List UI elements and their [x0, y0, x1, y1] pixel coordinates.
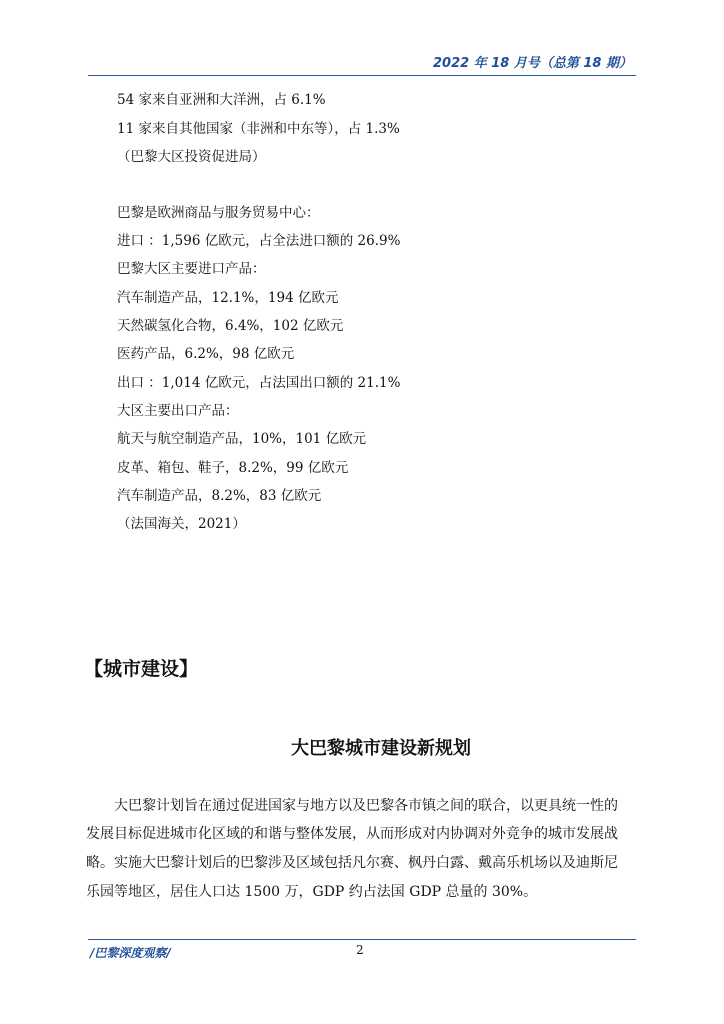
section-heading: 【城市建设】 [84, 658, 199, 680]
stats-line-3: 巴黎是欧洲商品与服务贸易中心： [117, 205, 320, 221]
stats-source-line: （巴黎大区投资促进局） [117, 149, 266, 165]
stats-line-8: 医药产品，6.2%，98 亿欧元 [117, 346, 295, 362]
stats-line-4: 进口 ：1,596 亿欧元，占全法进口额的 26.9% [117, 233, 401, 249]
paragraph-line-1: 发展目标促进城市化区域的和谐与整体发展，从而形成对内协调对外竞争的城市发展战 [86, 826, 618, 842]
stats-line-9: 出口 ：1,014 亿欧元，占法国出口额的 21.1% [117, 375, 401, 391]
stats-line-11: 航天与航空制造产品，10%，101 亿欧元 [117, 431, 367, 447]
paragraph-line-2: 略。实施大巴黎计划后的巴黎涉及区域包括凡尔赛、枫丹白露、戴高乐机场以及迪斯尼 [86, 855, 618, 871]
stats-line-6: 汽车制造产品，12.1%，194 亿欧元 [117, 290, 339, 306]
stats-line-0: 54 家来自亚洲和大洋洲，占 6.1% [117, 92, 326, 108]
stats-line-5: 巴黎大区主要进口产品： [117, 261, 266, 277]
page-number: 2 [356, 943, 364, 957]
stats-source-line-2: （法国海关，2021） [117, 516, 246, 532]
stats-line-7: 天然碳氢化合物，6.4%，102 亿欧元 [117, 318, 344, 334]
header-issue: 2022 年 18 月号（总第 18 期） [433, 56, 632, 71]
stats-line-13: 汽车制造产品，8.2%，83 亿欧元 [117, 488, 322, 504]
paragraph-line-0: 大巴黎计划旨在通过促进国家与地方以及巴黎各市镇之间的联合，以更具统一性的 [114, 798, 618, 814]
stats-line-10: 大区主要出口产品： [117, 403, 239, 419]
header-rule [88, 75, 636, 76]
article-title: 大巴黎城市建设新规划 [291, 738, 471, 759]
stats-line-1: 11 家来自其他国家（非洲和中东等），占 1.3% [117, 121, 400, 137]
stats-line-12: 皮革、箱包、鞋子，8.2%，99 亿欧元 [117, 460, 349, 476]
footer-rule [88, 939, 636, 940]
footer-publication: /巴黎深度观察/ [90, 946, 171, 960]
paragraph-line-3: 乐园等地区，居住人口达 1500 万，GDP 约占法国 GDP 总量的 30%。 [86, 884, 538, 900]
